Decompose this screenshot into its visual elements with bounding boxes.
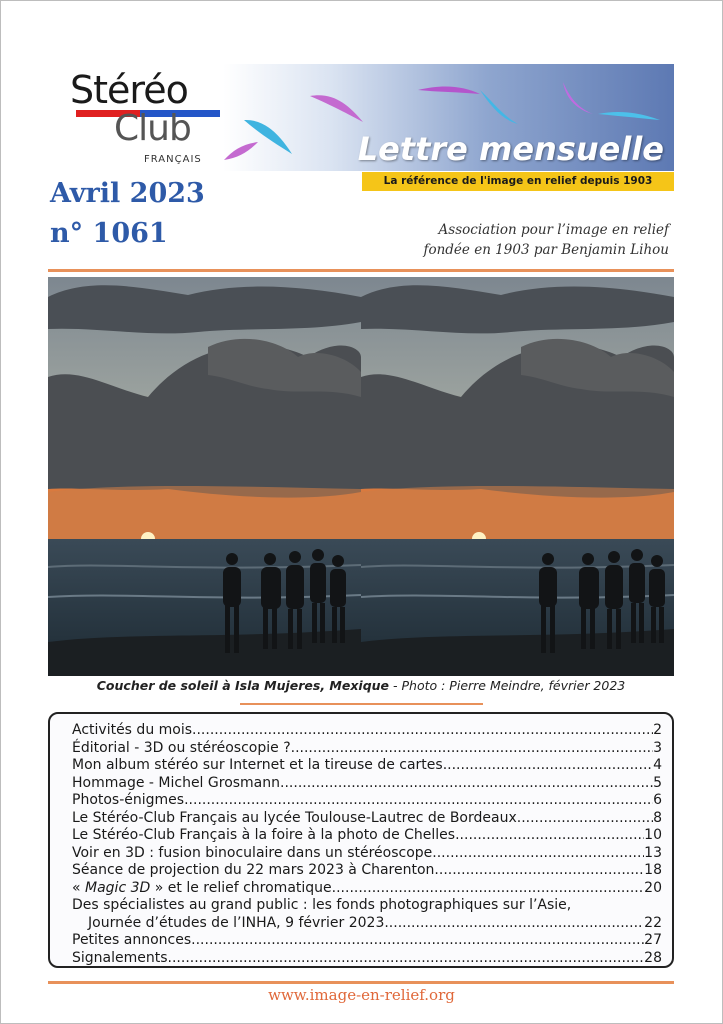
logo-stereo-text: Stéréo: [70, 68, 188, 112]
toc-leader: [443, 757, 653, 775]
association-description: [423, 220, 669, 260]
caption-title: Coucher de soleil à Isla Mujeres, Mexique: [96, 678, 390, 693]
toc-item[interactable]: [72, 740, 662, 758]
toc-item-title-pre: «: [72, 879, 86, 896]
toc-item-page: 22: [644, 914, 662, 931]
toc-item-title: Le Stéréo-Club Français au lycée Toulouse-Lautrec de Bordeaux: [72, 809, 517, 826]
toc-item[interactable]: [72, 950, 662, 968]
toc-leader: [184, 792, 653, 810]
toc-item[interactable]: [72, 757, 662, 775]
stereo-photo-right: [361, 277, 674, 676]
toc-item[interactable]: [72, 862, 662, 880]
issue-month: Avril 2023: [50, 178, 205, 209]
toc-item-title: Journée d’études de l’INHA, 9 février 2023: [88, 914, 385, 931]
toc-item-page: 4: [653, 757, 662, 773]
caption-divider: [240, 703, 483, 705]
toc-item-title: Séance de projection du 22 mars 2023 à Charenton: [72, 862, 435, 878]
footer-divider: [48, 981, 674, 984]
toc-item-title: [72, 880, 332, 898]
toc-item-page: 13: [644, 844, 662, 861]
toc-leader: [434, 862, 644, 880]
tagline: La référence de l'image en relief depuis 1903: [362, 172, 674, 191]
toc-leader: [332, 880, 645, 898]
toc-leader: [168, 950, 645, 968]
toc-item-title: Voir en 3D : fusion binoculaire dans un stéréoscope: [72, 844, 433, 861]
toc-item-title: Signalements: [72, 949, 168, 966]
toc-item-title: Éditorial - 3D ou stéréoscopie ?: [72, 739, 291, 756]
toc-item[interactable]: [72, 845, 662, 863]
toc-leader: [384, 915, 644, 933]
toc-item[interactable]: [72, 722, 662, 740]
toc-item[interactable]: [72, 880, 662, 898]
header-divider: [48, 269, 674, 272]
toc-item[interactable]: [72, 827, 662, 845]
association-line-1: Association pour l’image en relief: [438, 222, 669, 238]
toc-item-page: 5: [653, 774, 662, 791]
header-banner: [48, 64, 674, 171]
toc-leader: [517, 810, 653, 828]
toc-leader: [291, 740, 653, 758]
photo-caption: [48, 678, 674, 693]
toc-item-title: Activités du mois: [72, 722, 193, 738]
caption-credit: - Photo : Pierre Meindre, février 2023: [389, 678, 626, 693]
toc-item-title: Hommage - Michel Grosmann: [72, 774, 281, 791]
toc-item-title: Des spécialistes au grand public : les fonds photographiques sur l’Asie,: [72, 897, 572, 913]
toc-item-title: Photos-énigmes: [72, 792, 185, 808]
table-of-contents: [48, 712, 674, 968]
toc-leader: [192, 722, 653, 740]
toc-item[interactable]: [72, 932, 662, 950]
toc-item-title-em: Magic 3D: [85, 879, 151, 896]
toc-item-line1[interactable]: [72, 897, 662, 915]
stereo-photo-left: [48, 277, 361, 676]
toc-item[interactable]: [72, 792, 662, 810]
toc-item-page: 10: [644, 827, 662, 843]
toc-item-page: 3: [653, 739, 662, 756]
logo-francais-text: FRANÇAIS: [144, 154, 202, 165]
toc-leader: [191, 932, 644, 950]
toc-item-title-post: » et le relief chromatique: [150, 879, 332, 896]
toc-item-page: 2: [653, 722, 662, 738]
toc-item-page: 28: [644, 949, 662, 966]
toc-leader: [455, 827, 644, 845]
toc-leader: [280, 775, 653, 793]
toc-item-page: 6: [653, 792, 662, 808]
toc-leader: [432, 845, 644, 863]
toc-item[interactable]: [72, 810, 662, 828]
association-line-2: fondée en 1903 par Benjamin Lihou: [423, 242, 669, 258]
issue-number: n° 1061: [50, 218, 168, 249]
toc-item-page: 27: [644, 932, 662, 948]
toc-list: [72, 722, 662, 967]
toc-item[interactable]: [72, 775, 662, 793]
toc-item-title: Le Stéréo-Club Français à la foire à la photo de Chelles: [72, 827, 456, 843]
website-link[interactable]: www.image-en-relief.org: [268, 986, 455, 1004]
toc-item[interactable]: [72, 915, 662, 933]
toc-item-page: 18: [644, 862, 662, 878]
newsletter-title: Lettre mensuelle: [357, 130, 664, 168]
toc-item-page: 8: [653, 809, 662, 826]
logo-club-text: Club: [114, 108, 191, 149]
toc-item-page: 20: [644, 879, 662, 896]
toc-item-title: Petites annonces: [72, 932, 192, 948]
toc-item-title: Mon album stéréo sur Internet et la tireuse de cartes: [72, 757, 443, 773]
